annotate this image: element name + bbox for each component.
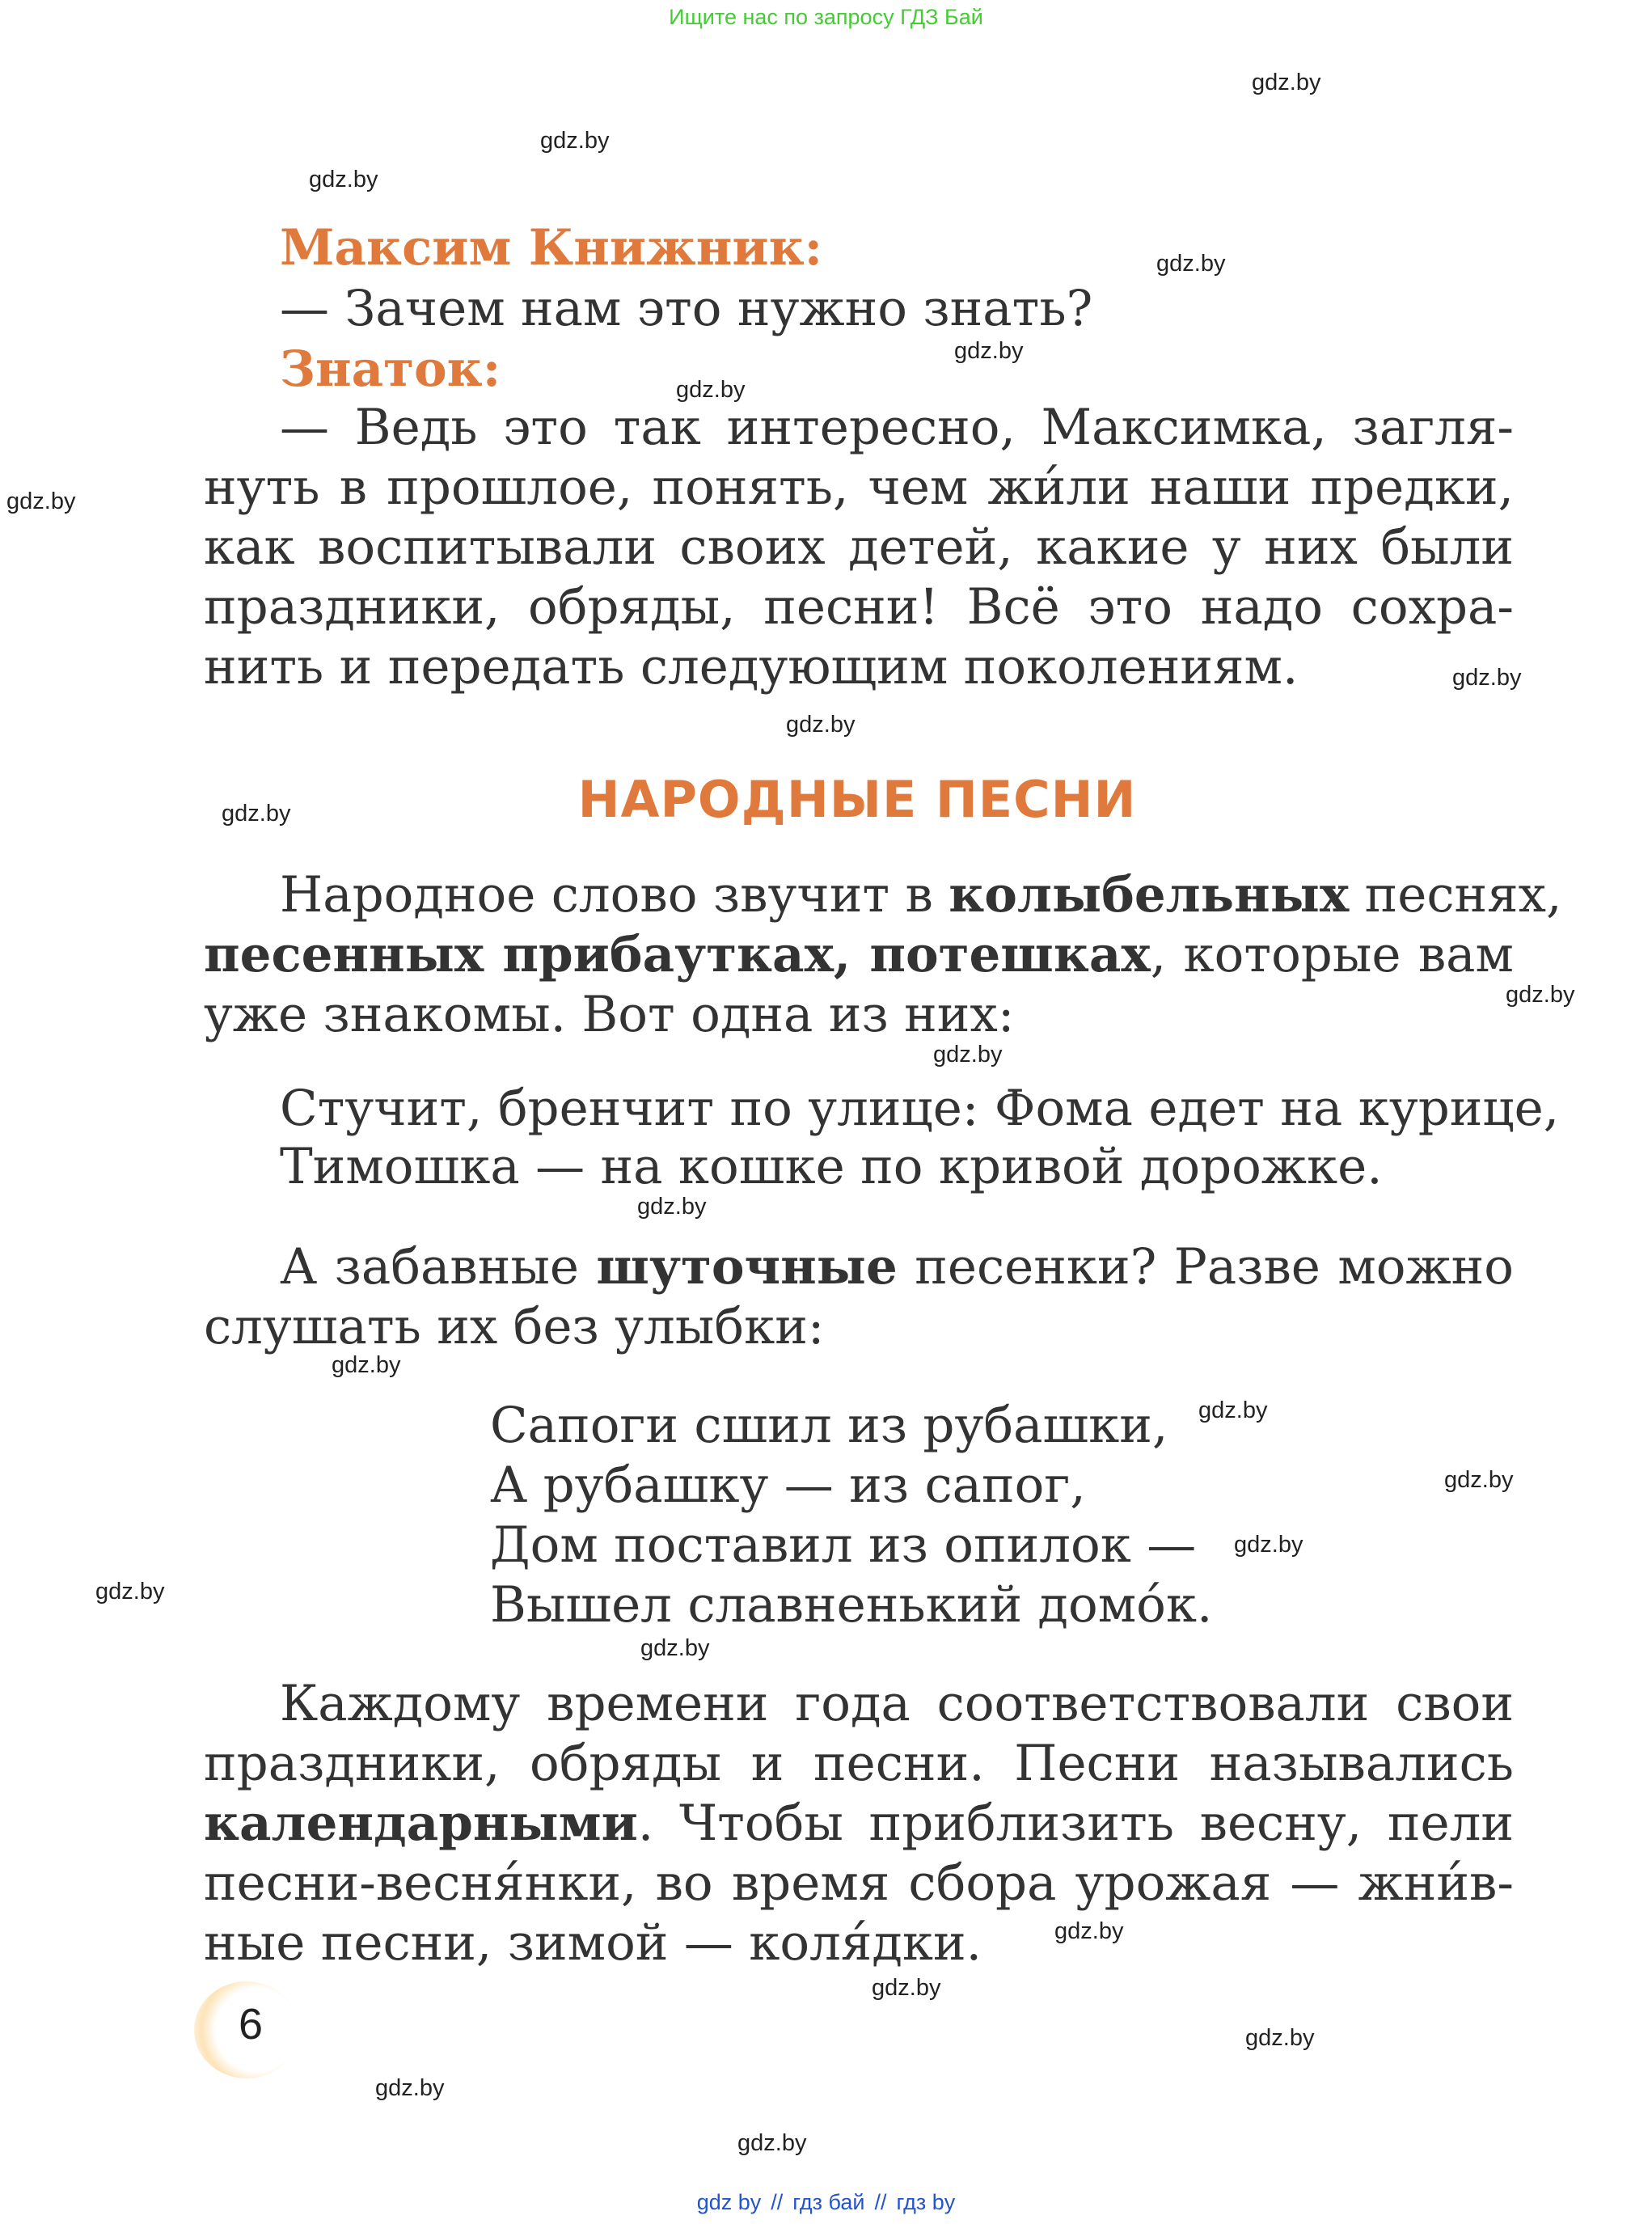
speaker-name (280, 218, 1590, 278)
text-run: песенки? Разве можно (897, 1238, 1514, 1296)
watermark: gdz.by (786, 712, 856, 738)
poem-line: Вышел славненький домо́к. (490, 1576, 1213, 1634)
paragraph-line: слушать их без улыбки: (204, 1298, 825, 1355)
bold-term: календарными (204, 1795, 638, 1852)
watermark: gdz.by (872, 1975, 941, 2001)
text-run: А забавные (280, 1238, 597, 1296)
watermark: gdz.by (640, 1635, 710, 1661)
text-run: песнях, (1349, 866, 1562, 924)
watermark: gdz.by (676, 377, 746, 403)
bold-term: шуточные (596, 1238, 898, 1296)
watermark: gdz.by (1444, 1467, 1514, 1493)
watermark: gdz.by (1252, 70, 1321, 95)
footer-link[interactable]: гдз by (896, 2190, 956, 2214)
watermark: gdz.by (222, 801, 291, 827)
paragraph-line: уже знакомы. Вот одна из них: (204, 986, 1015, 1043)
speaker-maxim: Максим Книжник: (280, 219, 823, 277)
watermark: gdz.by (933, 1042, 1003, 1068)
footer-links (0, 2190, 1652, 2215)
watermark: gdz.by (954, 338, 1024, 364)
speaker-name (280, 340, 1590, 400)
watermark: gdz.by (95, 1579, 165, 1605)
dialogue-line: — Ведь это так интересно, Максимка, загля- (280, 399, 1514, 456)
text-run: Народное слово звучит в (280, 866, 949, 924)
paragraph-line (280, 1237, 1514, 1297)
bold-term: колыбельных (949, 866, 1350, 924)
watermark: gdz.by (1156, 251, 1226, 277)
text-run: . Чтобы приблизить весну, пели (637, 1795, 1514, 1852)
paragraph-line (204, 925, 1514, 985)
footer-separator: // (771, 2190, 784, 2214)
footer-link[interactable]: гдз бай (792, 2190, 865, 2214)
watermark: gdz.by (309, 167, 378, 192)
dialogue-line: праздники, обряды, песни! Всё это надо сохра- (204, 578, 1514, 636)
paragraph-line: песни-весня́нки, во время сбора урожая — жни́в- (204, 1854, 1514, 1912)
rhyme-line: Стучит, бренчит по улице: Фома едет на курице, (280, 1080, 1560, 1137)
paragraph-line (204, 1794, 1514, 1854)
dialogue-line: как воспитывали своих детей, какие у них были (204, 518, 1514, 576)
watermark: gdz.by (737, 2130, 807, 2156)
rhyme-line: Тимошка — на кошке по кривой дорожке. (280, 1138, 1383, 1195)
watermark: gdz.by (375, 2075, 445, 2101)
top-banner[interactable]: Ищите нас по запросу ГДЗ Бай (669, 5, 983, 29)
paragraph-line: Каждому времени года соответствовали свои (280, 1675, 1514, 1732)
section-title: НАРОДНЫЕ ПЕСНИ (577, 770, 1137, 829)
watermark: gdz.by (540, 128, 610, 154)
dialogue-line: — Зачем нам это нужно знать? (280, 280, 1093, 337)
speaker-znatok: Знаток: (280, 340, 501, 398)
watermark: gdz.by (1198, 1397, 1268, 1423)
footer-separator: // (874, 2190, 887, 2214)
dialogue-line: нуть в прошлое, понять, чем жи́ли наши предки, (204, 459, 1514, 516)
paragraph-line (280, 865, 1562, 925)
page-number: 6 (238, 2000, 264, 2049)
poem-line: А рубашку — из сапог, (490, 1457, 1086, 1514)
dialogue-line: нить и передать следующим поколениям. (204, 638, 1299, 696)
poem-line: Дом поставил из опилок — (490, 1516, 1197, 1574)
text-run: , которые вам (1150, 926, 1514, 983)
bold-term: песенных прибаутках, потешках (204, 926, 1151, 983)
watermark: gdz.by (1245, 2025, 1315, 2051)
watermark: gdz.by (637, 1194, 707, 1220)
watermark: gdz.by (1506, 982, 1575, 1008)
poem-line: Сапоги сшил из рубашки, (490, 1397, 1168, 1454)
watermark: gdz.by (1054, 1918, 1124, 1944)
paragraph-line: праздники, обряды и песни. Песни назывались (204, 1735, 1514, 1792)
paragraph-line: ные песни, зимой — коля́дки. (204, 1914, 982, 1972)
watermark: gdz.by (1234, 1532, 1303, 1558)
footer-link[interactable]: gdz by (696, 2190, 762, 2214)
watermark: gdz.by (1452, 665, 1522, 691)
watermark: gdz.by (332, 1352, 401, 1378)
watermark: gdz.by (6, 488, 76, 514)
